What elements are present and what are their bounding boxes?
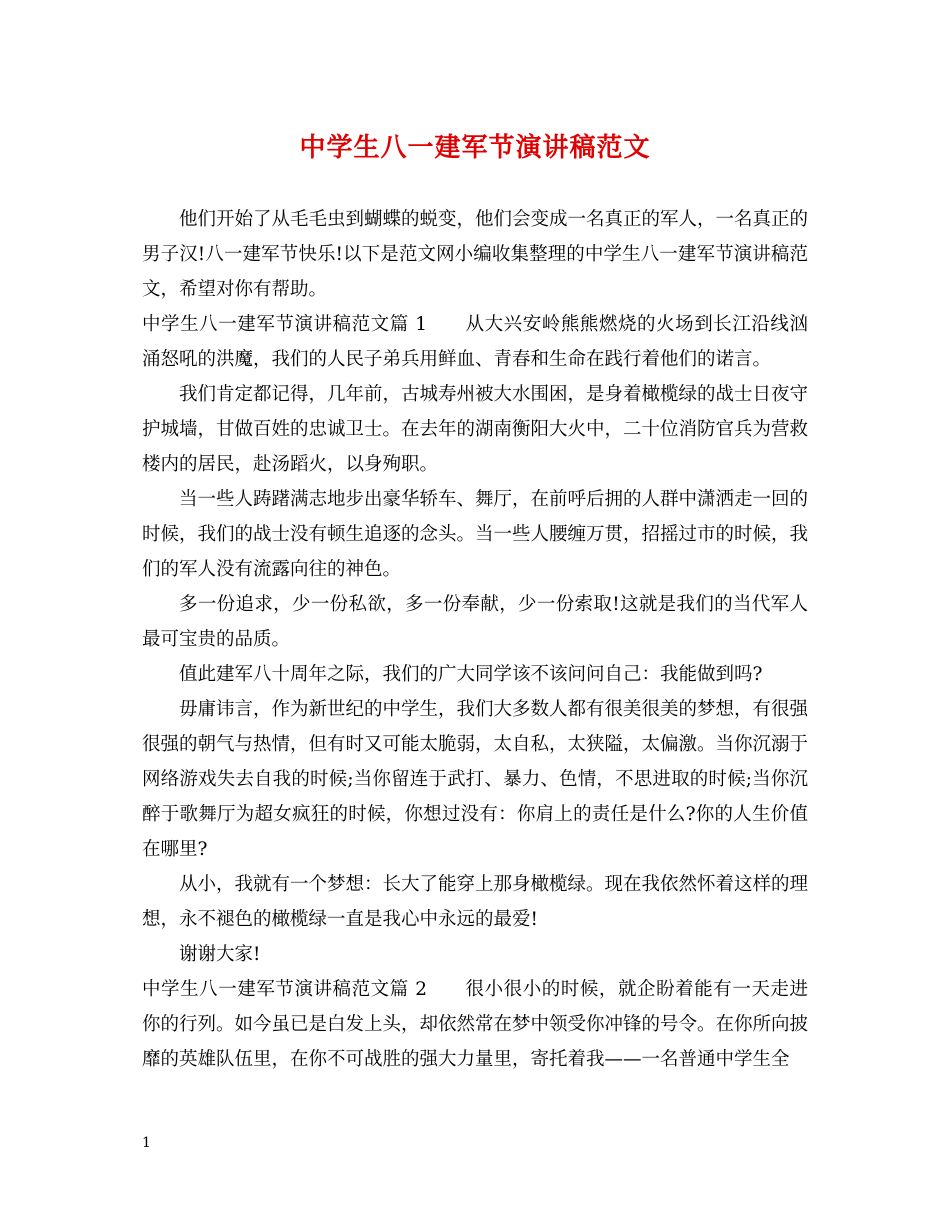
paragraph-text: 他们开始了从毛毛虫到蝴蝶的蜕变，他们会变成一名真正的军人，一名真正的男子汉!八一建军节快乐!以下是范文网小编收集整理的中学生八一建军节演讲稿范文，希望对你有帮助。	[142, 209, 809, 300]
paragraph	[142, 657, 808, 692]
page-number: 1	[142, 1135, 151, 1151]
paragraph	[142, 482, 808, 587]
paragraph-text: 谢谢大家!	[179, 944, 261, 965]
paragraph	[142, 587, 808, 657]
paragraph-text: 从大兴安岭熊熊燃烧的火场到长江沿线汹涌怒吼的洪魔，我们的人民子弟兵用鲜血、青春和生命在践行着他们的诺言。	[142, 314, 808, 370]
paragraph-text: 毋庸讳言，作为新世纪的中学生，我们大多数人都有很美很美的梦想，有很强很强的朝气与热情，但有时又可能太脆弱，太自私，太狭隘，太偏激。当你沉溺于网络游戏失去自我的时候;当你留连于武打、暴力、色情，不思进取的时候;当你沉醉于歌舞厅为超女疯狂的时候，你想过没有：你肩上的责任是什么?你的人生价值在哪里?	[142, 699, 809, 860]
paragraph-text: 很小很小的时候，就企盼着能有一天走进你的行列。如今虽已是白发上头，却依然常在梦中领受你冲锋的号令。在你所向披靡的英雄队伍里，在你不可战胜的强大力量里，寄托着我——一名普通中学生全	[142, 979, 809, 1070]
paragraph-text: 我们肯定都记得，几年前，古城寿州被大水围困，是身着橄榄绿的战士日夜守护城墙，甘做百姓的忠诚卫士。在去年的湖南衡阳大火中，二十位消防官兵为营救楼内的居民，赴汤蹈火，以身殉职。	[142, 384, 809, 475]
document-title: 中学生八一建军节演讲稿范文	[299, 133, 651, 163]
paragraph	[142, 692, 808, 867]
section-heading: 中学生八一建军节演讲稿范文篇 1	[142, 314, 427, 335]
section-heading: 中学生八一建军节演讲稿范文篇 2	[142, 979, 427, 1000]
paragraph-text: 当一些人踌躇满志地步出豪华轿车、舞厅，在前呼后拥的人群中潇洒走一回的时候，我们的战士没有顿生追逐的念头。当一些人腰缠万贯，招摇过市的时候，我们的军人没有流露向往的神色。	[142, 489, 809, 580]
paragraph	[142, 972, 808, 1077]
paragraph	[142, 377, 808, 482]
document-body	[142, 202, 808, 1077]
paragraph	[142, 867, 808, 937]
paragraph-text: 多一份追求，少一份私欲，多一份奉献，少一份索取!这就是我们的当代军人最可宝贵的品质。	[142, 594, 808, 650]
paragraph	[142, 202, 808, 307]
paragraph-text: 值此建军八十周年之际，我们的广大同学该不该问问自己：我能做到吗?	[179, 664, 763, 685]
paragraph	[142, 307, 808, 377]
paragraph-text: 从小，我就有一个梦想：长大了能穿上那身橄榄绿。现在我依然怀着这样的理想，永不褪色的橄榄绿一直是我心中永远的最爱!	[142, 874, 809, 930]
paragraph	[142, 937, 808, 972]
